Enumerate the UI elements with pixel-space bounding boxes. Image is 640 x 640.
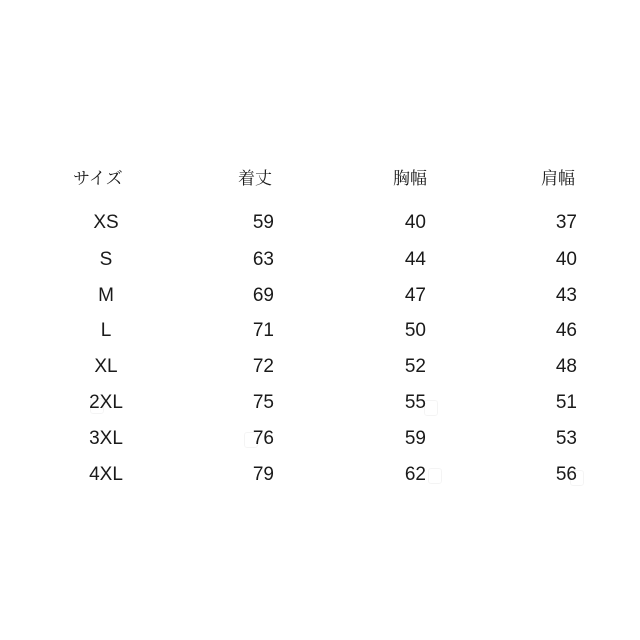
table-cell-size: S (99, 249, 113, 270)
table-cell-shoulder: 43 (555, 285, 577, 306)
header-chest: 胸幅 (393, 169, 427, 189)
table-cell-length: 79 (252, 464, 274, 485)
header-length: 着丈 (238, 169, 272, 189)
table-cell-size: 3XL (89, 428, 123, 449)
table-cell-chest: 40 (404, 212, 426, 233)
table-cell-length: 63 (252, 249, 274, 270)
table-cell-chest: 62 (404, 464, 426, 485)
header-size: サイズ (73, 169, 123, 189)
table-cell-chest: 52 (404, 356, 426, 377)
table-cell-size: XS (93, 212, 119, 233)
table-cell-shoulder: 56 (555, 464, 577, 485)
table-cell-shoulder: 48 (555, 356, 577, 377)
table-cell-shoulder: 37 (555, 212, 577, 233)
watermark-mark (570, 470, 584, 486)
table-cell-chest: 59 (404, 428, 426, 449)
table-cell-chest: 50 (404, 320, 426, 341)
table-cell-chest: 55 (404, 392, 426, 413)
table-cell-size: 2XL (89, 392, 123, 413)
watermark-mark (90, 398, 104, 414)
table-cell-length: 76 (252, 428, 274, 449)
table-cell-size: XL (94, 356, 118, 377)
table-cell-shoulder: 46 (555, 320, 577, 341)
watermark-mark (428, 468, 442, 484)
table-cell-shoulder: 51 (555, 392, 577, 413)
table-cell-chest: 44 (404, 249, 426, 270)
table-cell-length: 71 (252, 320, 274, 341)
table-cell-length: 59 (252, 212, 274, 233)
table-cell-shoulder: 40 (555, 249, 577, 270)
watermark-mark (244, 432, 258, 448)
table-cell-length: 75 (252, 392, 274, 413)
header-shoulder: 肩幅 (541, 169, 575, 189)
table-cell-shoulder: 53 (555, 428, 577, 449)
table-cell-chest: 47 (404, 285, 426, 306)
watermark-mark (424, 400, 438, 416)
table-cell-size: L (100, 320, 112, 341)
table-cell-length: 72 (252, 356, 274, 377)
table-cell-length: 69 (252, 285, 274, 306)
table-cell-size: M (98, 285, 114, 306)
table-cell-size: 4XL (89, 464, 123, 485)
